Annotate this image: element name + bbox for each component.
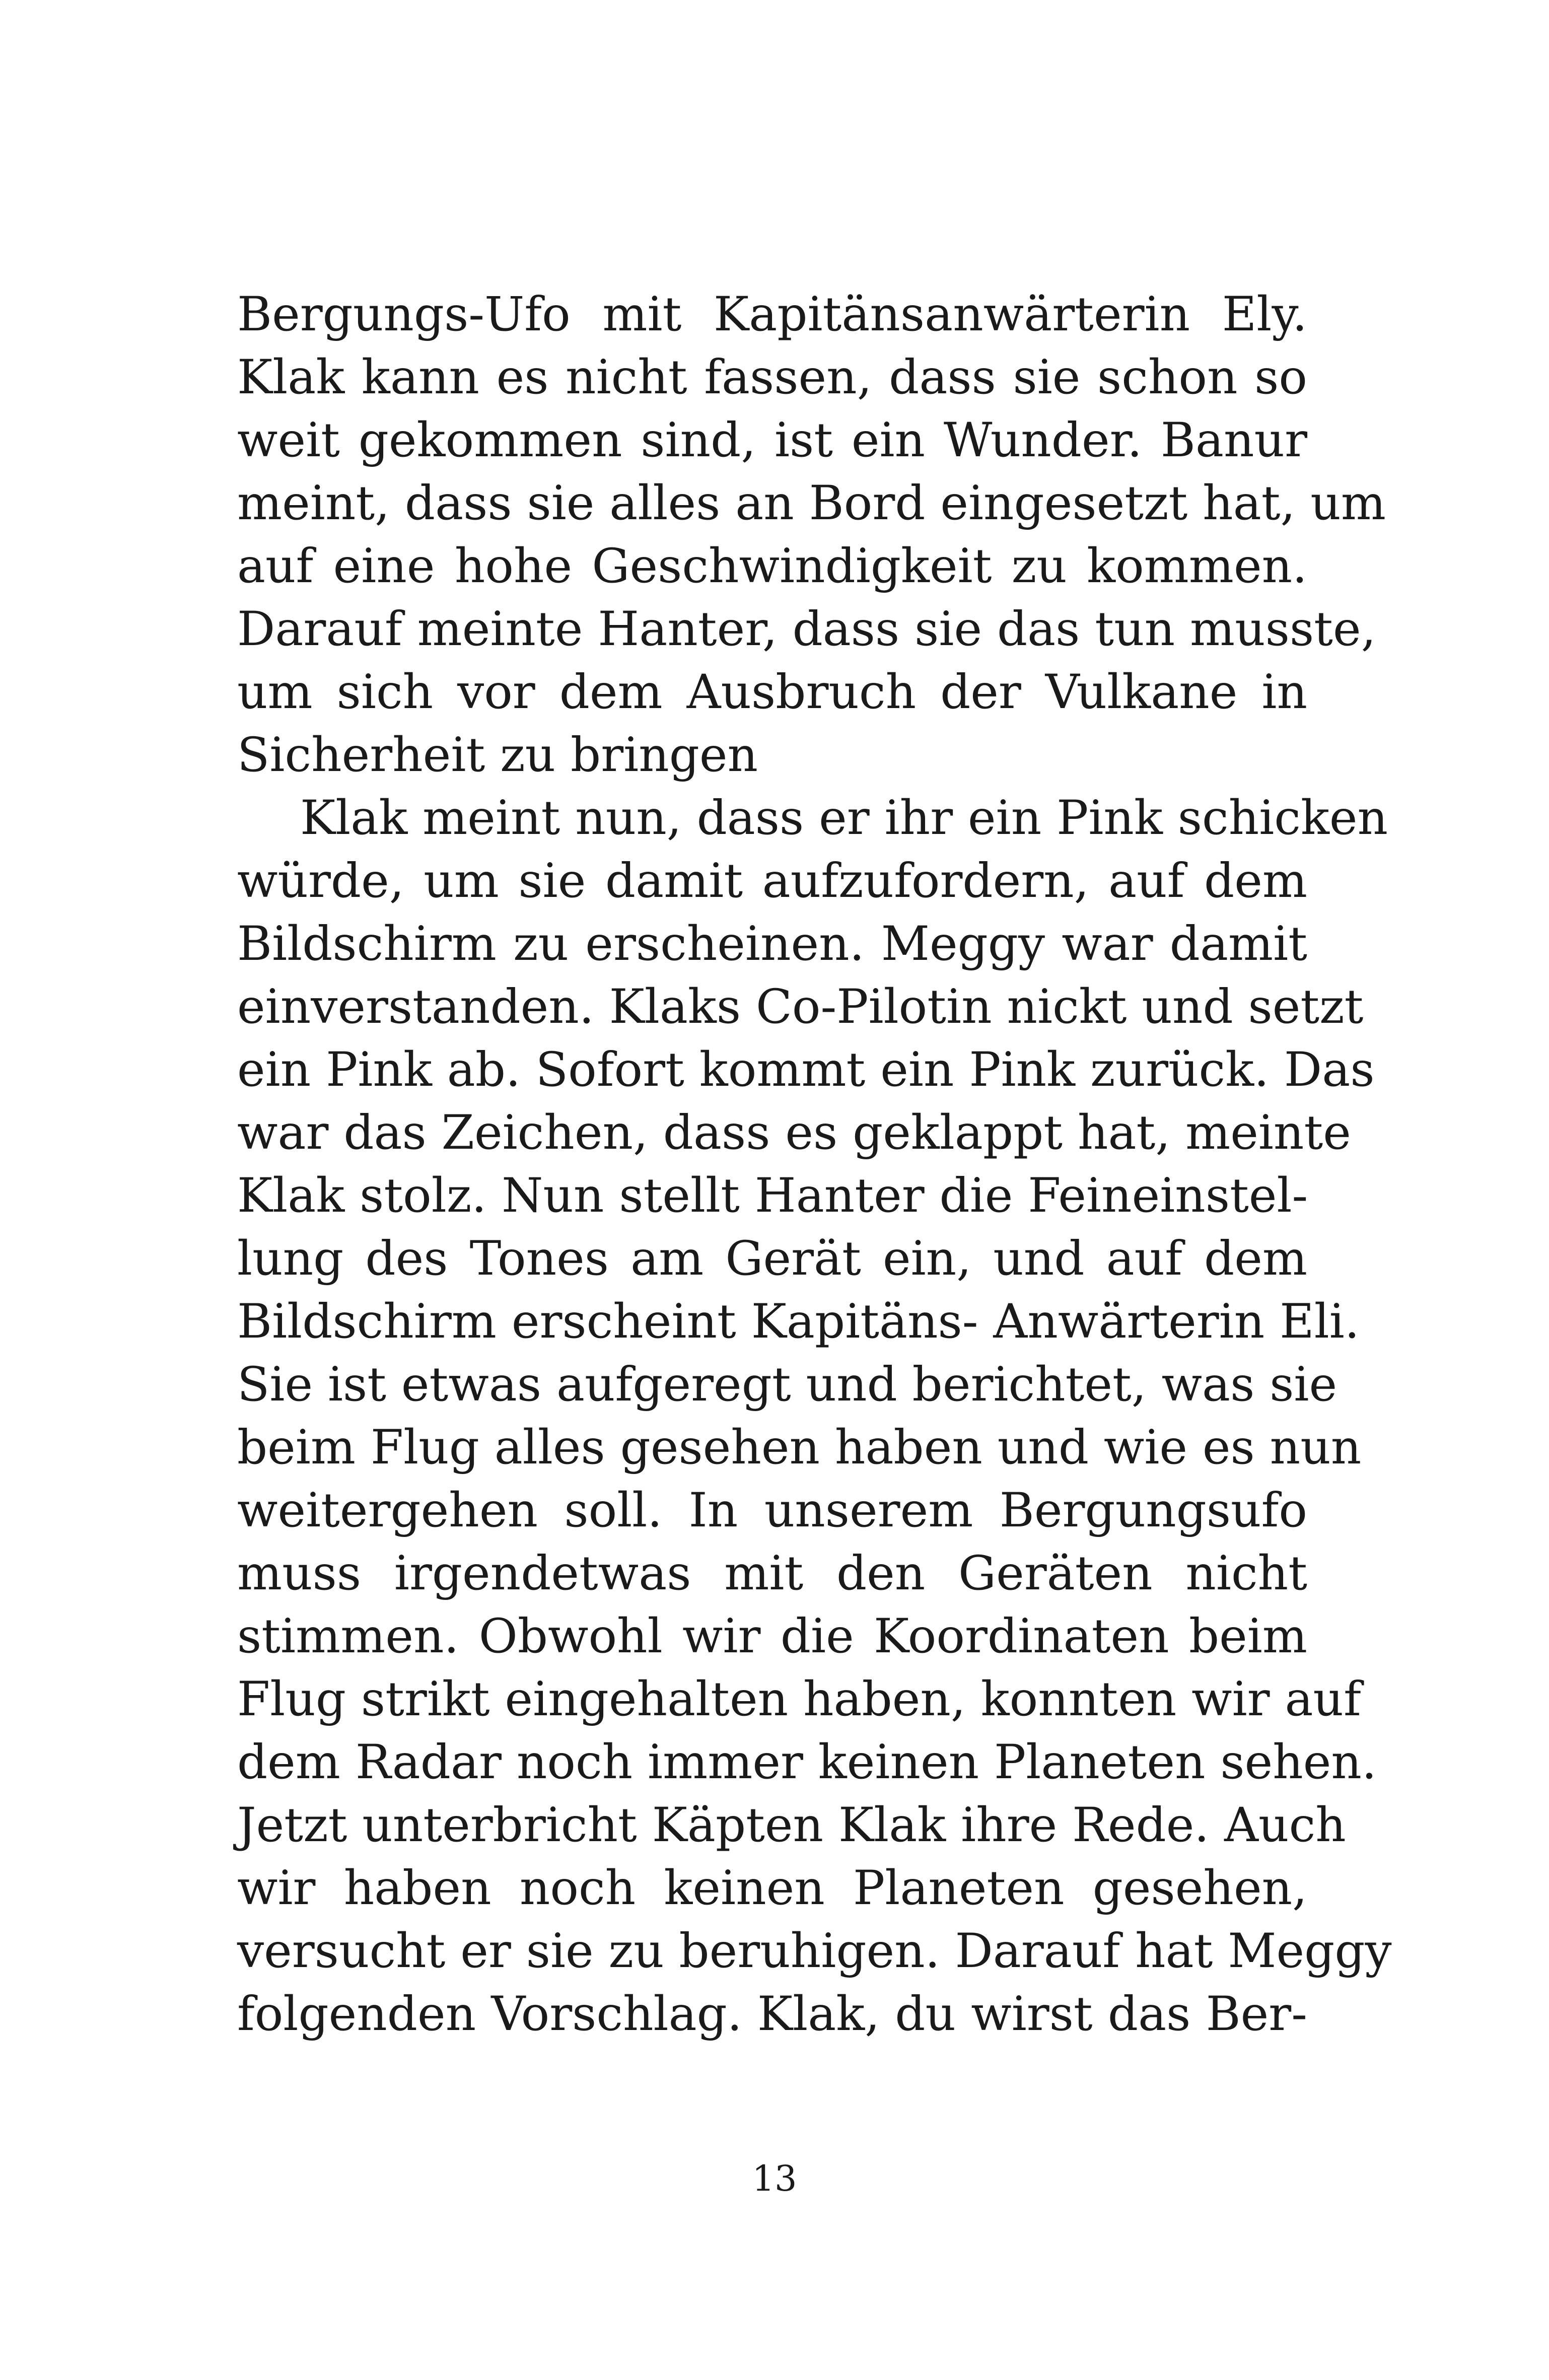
text-line: Klak kann es nicht fassen, dass sie schon so (237, 350, 1307, 405)
text-line: Sicherheit zu bringen (237, 728, 758, 783)
text-line: würde, um sie damit aufzufordern, auf dem (237, 854, 1307, 908)
text-line: versucht er sie zu beruhigen. Darauf hat Meggy (237, 1924, 1392, 1979)
text-line: Flug strikt eingehalten haben, konnten wir auf (237, 1672, 1361, 1727)
paragraph-1 (237, 283, 1386, 787)
text-line: war das Zeichen, dass es geklappt hat, meinte (237, 1105, 1351, 1160)
text-line: weit gekommen sind, ist ein Wunder. Banur (237, 413, 1307, 468)
text-line: ein Pink ab. Sofort kommt ein Pink zurück. Das (237, 1042, 1375, 1097)
text-line: folgenden Vorschlag. Klak, du wirst das Ber- (237, 1987, 1307, 2042)
text-line: einverstanden. Klaks Co-Pilotin nickt und setzt (237, 979, 1364, 1034)
text-line: beim Flug alles gesehen haben und wie es nun (237, 1420, 1362, 1475)
body-text (237, 283, 1392, 2046)
text-line: Bildschirm erscheint Kapitäns- Anwärterin Eli. (237, 1294, 1360, 1349)
text-line: meint, dass sie alles an Bord eingesetzt hat, um (237, 476, 1386, 531)
text-line: Jetzt unterbricht Käpten Klak ihre Rede. Auch (237, 1798, 1346, 1853)
text-line: muss irgendetwas mit den Geräten nicht (237, 1546, 1307, 1601)
text-line: dem Radar noch immer keinen Planeten sehen. (237, 1735, 1377, 1790)
paragraph-2 (237, 787, 1392, 2046)
text-line: Bergungs-Ufo mit Kapitänsanwärterin Ely. (237, 287, 1307, 342)
text-line: wir haben noch keinen Planeten gesehen, (237, 1861, 1307, 1916)
text-line: um sich vor dem Ausbruch der Vulkane in (237, 665, 1307, 720)
page-number: 13 (752, 2158, 797, 2199)
text-line: Bildschirm zu erscheinen. Meggy war damit (237, 917, 1307, 971)
text-line: auf eine hohe Geschwindigkeit zu kommen. (237, 539, 1307, 594)
text-line: Klak stolz. Nun stellt Hanter die Feineinstel- (237, 1168, 1308, 1223)
text-line: lung des Tones am Gerät ein, und auf dem (237, 1231, 1307, 1286)
text-line: Klak meint nun, dass er ihr ein Pink schicken (300, 791, 1388, 846)
text-line: stimmen. Obwohl wir die Koordinaten beim (237, 1609, 1307, 1664)
text-line: Sie ist etwas aufgeregt und berichtet, was sie (237, 1357, 1337, 1412)
text-line: Darauf meinte Hanter, dass sie das tun musste, (237, 602, 1376, 657)
text-line: weitergehen soll. In unserem Bergungsufo (237, 1483, 1307, 1538)
